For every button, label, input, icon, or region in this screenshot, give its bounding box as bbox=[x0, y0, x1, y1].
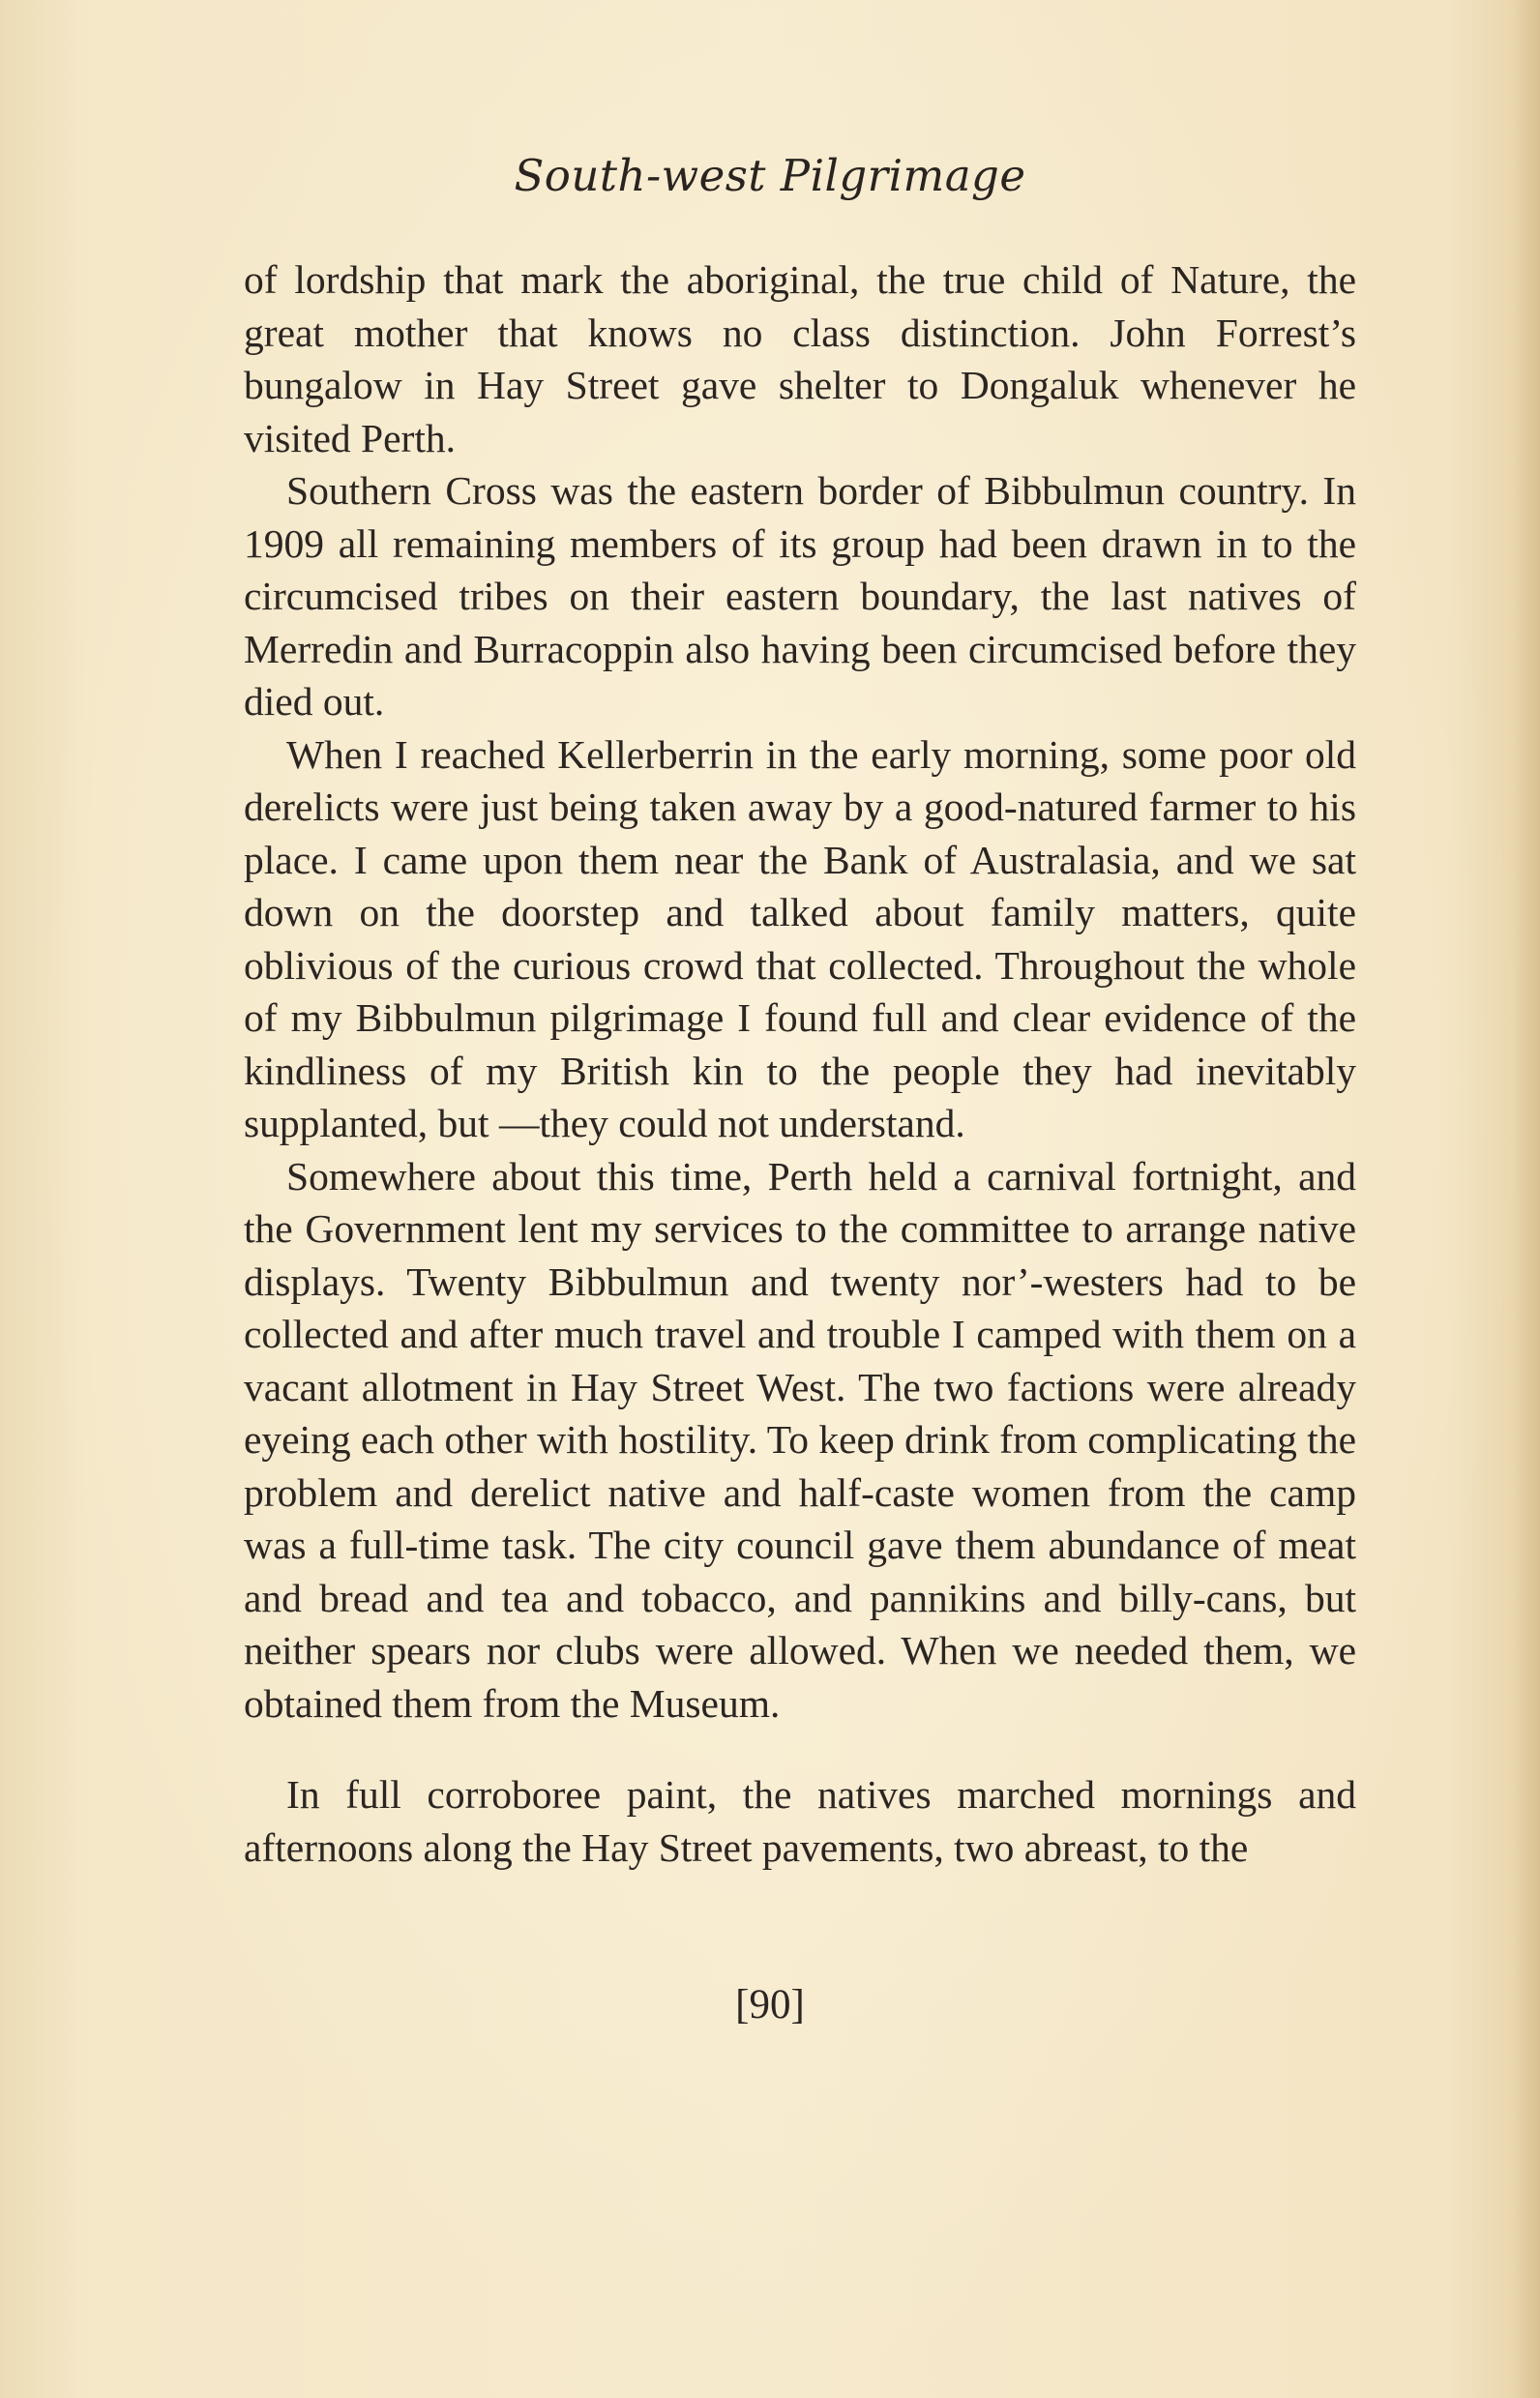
paragraph-southern-cross: Southern Cross was the eastern border of Bibbulmun country. In 1909 all remaining members of its group had been drawn in to the circumcised tribes on their eastern boundary, the last natives of Merredin and Burracoppin also having been circumcised before they died out. bbox=[244, 468, 1356, 724]
paragraph-carnival: Somewhere about this time, Perth held a carnival fortnight, and the Government lent my services to the committee to arrange native displays. Twenty Bibbulmun and twenty nor’-westers had to be collected and after much travel and trouble I camped with them on a vacant allotment in Hay Street West. The two factions were already eyeing each other with hostility. To keep drink from complicating the problem and derelict native and half-caste women from the camp was a full-time task. The city council gave them abundance of meat and bread and tea and tobacco, and pannikins and billy-cans, but neither spears nor clubs were allowed. When we needed them, we obtained them from the Museum. bbox=[244, 1153, 1356, 1726]
paragraph-continuation: of lordship that mark the aboriginal, the true child of Nature, the great mother that knows no class distinction. John Forrest’s bungalow in Hay Street gave shelter to Dongaluk whenever he visited Perth. bbox=[244, 257, 1356, 460]
page-number: [90] bbox=[735, 1982, 805, 2028]
paragraph-corroboree: In full corroboree paint, the natives marched mornings and afternoons along the Hay Street pavements, two abreast, to the bbox=[244, 1772, 1356, 1870]
running-head: South-west Pilgrimage bbox=[514, 150, 1026, 201]
body-text bbox=[244, 253, 1356, 1874]
paragraph-kellerberrin: When I reached Kellerberrin in the early morning, some poor old derelicts were just being taken away by a good-natured farmer to his place. I came upon them near the Bank of Australasia, and we sat down on the doorstep and talked about family matters, quite oblivious of the curious crowd that collected. Throughout the whole of my Bibbulmun pilgrimage I found full and clear evidence of the kindliness of my British kin to the people they had inevitably supplanted, but —they could not understand. bbox=[244, 731, 1356, 1145]
